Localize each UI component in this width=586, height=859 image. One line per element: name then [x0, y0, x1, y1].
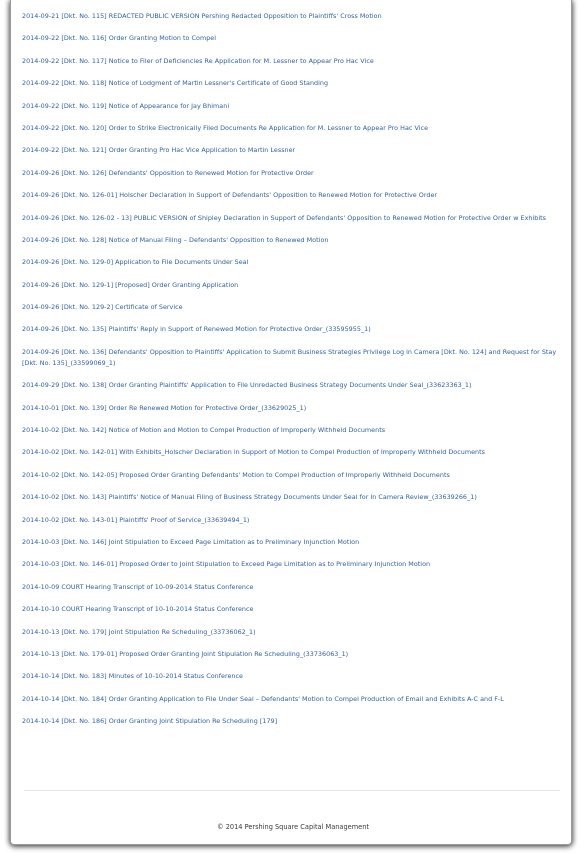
document-link[interactable]: 2014-09-26 [Dkt. No. 129-2] Certificate of Service — [22, 303, 183, 312]
document-link[interactable]: 2014-10-09 COURT Hearing Transcript of 10-09-2014 Status Conference — [22, 582, 254, 591]
document-link[interactable]: 2014-09-26 [Dkt. No. 129-1] [Proposed] Order Granting Application — [22, 280, 239, 289]
document-link[interactable]: 2014-09-22 [Dkt. No. 120] Order to Strike Electronically Filed Documents Re Application for M. Lessner to Appear Pro Hac Vice — [22, 123, 429, 132]
document-link[interactable]: 2014-10-01 [Dkt. No. 139] Order Re Renewed Motion for Protective Order_(33629025_1) — [22, 403, 307, 412]
document-link[interactable]: 2014-09-26 [Dkt. No. 126-01] Holscher Declaration in Support of Defendants' Opposition to Renewed Motion for Protective Order — [22, 191, 438, 200]
document-link[interactable]: 2014-10-03 [Dkt. No. 146-01] Proposed Order to Joint Stipulation to Exceed Page Limitation as to Preliminary Injunction Motion — [22, 560, 431, 569]
document-link[interactable]: 2014-09-26 [Dkt. No. 135] Plaintiffs' Reply in Support of Renewed Motion for Protective Order_(33595955_1) — [22, 325, 371, 334]
document-link[interactable]: 2014-09-22 [Dkt. No. 121] Order Granting Pro Hac Vice Application to Martin Lessner — [22, 146, 296, 155]
document-link[interactable]: 2014-10-02 [Dkt. No. 142-01] With Exhibits_Holscher Declaration in Support of Motion to Compel Production of Improperly Withheld Documents — [22, 448, 485, 457]
document-link[interactable]: 2014-10-14 [Dkt. No. 183] Minutes of 10-10-2014 Status Conference — [22, 672, 243, 681]
document-link[interactable]: 2014-10-13 [Dkt. No. 179-01] Proposed Order Granting Joint Stipulation Re Scheduling_(33736063_1) — [22, 649, 349, 658]
document-link[interactable]: 2014-10-14 [Dkt. No. 186] Order Granting Joint Stipulation Re Scheduling [179] — [22, 717, 278, 726]
document-link[interactable]: 2014-10-03 [Dkt. No. 146] Joint Stipulation to Exceed Page Limitation as to Preliminary Injunction Motion — [22, 537, 360, 546]
document-link[interactable]: 2014-09-22 [Dkt. No. 118] Notice of Lodgment of Martin Lessner's Certificate of Good Standing — [22, 79, 329, 88]
document-link[interactable]: 2014-09-26 [Dkt. No. 136] Defendants' Opposition to Plaintiffs' Application to Submit Business Strategies Privilege Log in Camera [Dkt. No. 124] and Request for Stay [Dkt. No. 135]_(33599069_1) — [22, 347, 557, 367]
document-link[interactable]: 2014-10-02 [Dkt. No. 142-05] Proposed Order Granting Defendants' Motion to Compel Production of Improperly Withheld Documents — [22, 470, 450, 479]
document-link[interactable]: 2014-10-13 [Dkt. No. 179] Joint Stipulation Re Scheduling_(33736062_1) — [22, 627, 256, 636]
document-link[interactable]: 2014-09-29 [Dkt. No. 138] Order Granting Plaintiffs' Application to File Unredacted Business Strategy Documents Under Seal_(33623363_1) — [22, 381, 472, 390]
document-list — [22, 11, 562, 739]
footer-divider — [24, 790, 560, 791]
document-link[interactable]: 2014-09-26 [Dkt. No. 129-0] Application to File Documents Under Seal — [22, 258, 249, 267]
document-link[interactable]: 2014-09-26 [Dkt. No. 126] Defendants' Opposition to Renewed Motion for Protective Order — [22, 168, 314, 177]
document-link[interactable]: 2014-09-22 [Dkt. No. 116] Order Granting Motion to Compel — [22, 34, 217, 43]
document-link[interactable]: 2014-10-02 [Dkt. No. 143-01] Plaintiffs' Proof of Service_(33639494_1) — [22, 515, 250, 524]
document-link[interactable]: 2014-09-22 [Dkt. No. 117] Notice to Filer of Deficiencies Re Application for M. Lessner to Appear Pro Hac Vice — [22, 56, 374, 65]
document-link[interactable]: 2014-10-10 COURT Hearing Transcript of 10-10-2014 Status Conference — [22, 605, 254, 614]
document-link[interactable]: 2014-10-14 [Dkt. No. 184] Order Granting Application to File Under Seal – Defendants' Motion to Compel Production of Email and Exhibits A-C and F-L — [22, 694, 504, 703]
document-link[interactable]: 2014-10-02 [Dkt. No. 142] Notice of Motion and Motion to Compel Production of Improperly Withheld Documents — [22, 426, 386, 435]
document-link[interactable]: 2014-09-22 [Dkt. No. 119] Notice of Appearance for Jay Bhimani — [22, 101, 230, 110]
footer-copyright: © 2014 Pershing Square Capital Management — [217, 823, 369, 831]
document-link[interactable]: 2014-09-21 [Dkt. No. 115] REDACTED PUBLIC VERSION Pershing Redacted Opposition to Plaintiffs' Cross Motion — [22, 12, 382, 20]
document-link[interactable]: 2014-09-26 [Dkt. No. 126-02 - 13] PUBLIC VERSION of Shipley Declaration in Support of Defendants' Opposition to Renewed Motion for Protective Order w Exhibits — [22, 213, 546, 222]
document-link[interactable]: 2014-09-26 [Dkt. No. 128] Notice of Manual Filing – Defendants' Opposition to Renewed Motion — [22, 235, 329, 244]
document-link[interactable]: 2014-10-02 [Dkt. No. 143] Plaintiffs' Notice of Manual Filing of Business Strategy Documents Under Seal for In Camera Review_(33639266_1) — [22, 493, 477, 502]
